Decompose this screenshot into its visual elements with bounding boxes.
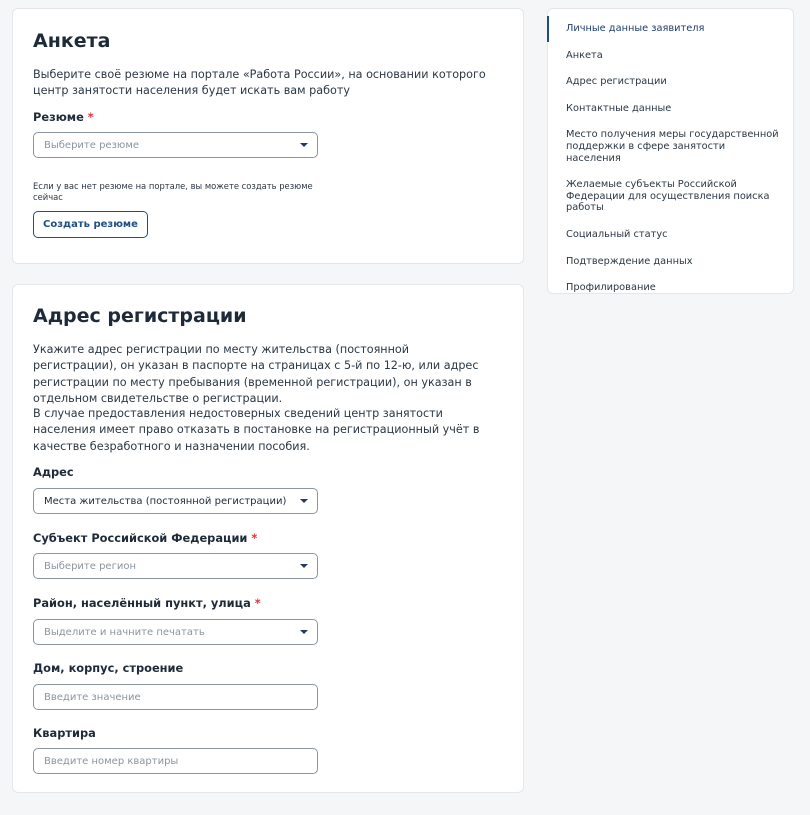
resume-select[interactable] — [33, 132, 318, 158]
required-mark: * — [251, 531, 258, 545]
address-description-2: В случае предоставления недостоверных сведений центр занятости населения имеет право отказать в постановке на регистрационный учёт в качестве безработного и назначении пособия. — [33, 407, 480, 453]
address-title: Адрес регистрации — [33, 305, 247, 327]
sidebar-item-registration-address[interactable]: Адрес регистрации — [566, 76, 667, 88]
address-type-select[interactable] — [33, 488, 318, 514]
house-placeholder: Введите значение — [44, 691, 141, 703]
chevron-down-icon — [300, 564, 308, 568]
street-label-text: Район, населённый пункт, улица — [33, 596, 251, 610]
house-input[interactable] — [33, 684, 318, 710]
sidebar-item-contacts[interactable]: Контактные данные — [566, 102, 672, 114]
apartment-placeholder: Введите номер квартиры — [44, 755, 179, 767]
apartment-label: Квартира — [33, 726, 96, 740]
street-label — [33, 596, 261, 610]
required-mark: * — [254, 596, 261, 610]
chevron-down-icon — [300, 499, 308, 503]
house-label: Дом, корпус, строение — [33, 661, 184, 675]
address-type-value: Места жительства (постоянной регистрации) — [44, 495, 287, 507]
anketa-description: Выберите своё резюме на портале «Работа России», на основании которого центр занятости населения будет искать вам работу — [33, 68, 486, 98]
sidebar-item-personal-data[interactable]: Личные данные заявителя — [548, 23, 793, 35]
address-type-label: Адрес — [33, 465, 74, 479]
street-placeholder: Выделите и начните печатать — [44, 626, 205, 638]
resume-label — [33, 110, 94, 124]
apartment-input[interactable] — [33, 748, 318, 774]
resume-hint: Если у вас нет резюме на портале, вы можете создать резюме сейчас — [33, 181, 313, 202]
chevron-down-icon — [300, 630, 308, 634]
address-card — [12, 284, 524, 793]
required-mark: * — [87, 110, 94, 124]
street-select[interactable] — [33, 619, 318, 645]
create-resume-button[interactable]: Создать резюме — [33, 211, 148, 238]
resume-select-placeholder: Выберите резюме — [44, 139, 140, 151]
sidebar-item-desired-regions[interactable]: Желаемые субъекты Российской Федерации для осуществления поиска работы — [566, 179, 770, 214]
region-label — [33, 531, 257, 545]
sidebar-item-profiling[interactable]: Профилирование — [566, 282, 656, 294]
address-description-1: Укажите адрес регистрации по месту жительства (постоянной регистрации), он указан в паспорте на страницах с 5-й по 12-ю, или адрес регистрации по месту пребывания (временной регистрации), он указан в отдельном свидетельстве о регистрации. — [33, 343, 479, 406]
region-placeholder: Выберите регион — [44, 560, 136, 572]
chevron-down-icon — [300, 143, 308, 147]
anketa-card — [12, 8, 524, 264]
sidebar-item-data-confirmation[interactable]: Подтверждение данных — [566, 255, 693, 267]
sidebar-item-social-status[interactable]: Социальный статус — [566, 228, 668, 240]
resume-label-text: Резюме — [33, 110, 84, 124]
region-label-text: Субъект Российской Федерации — [33, 531, 248, 545]
region-select[interactable] — [33, 553, 318, 579]
anketa-title: Анкета — [33, 30, 111, 52]
sidebar-nav — [547, 8, 794, 294]
sidebar-item-anketa[interactable]: Анкета — [566, 49, 603, 61]
sidebar-item-support-place[interactable]: Место получения меры государственной поддержки в сфере занятости населения — [566, 129, 779, 164]
